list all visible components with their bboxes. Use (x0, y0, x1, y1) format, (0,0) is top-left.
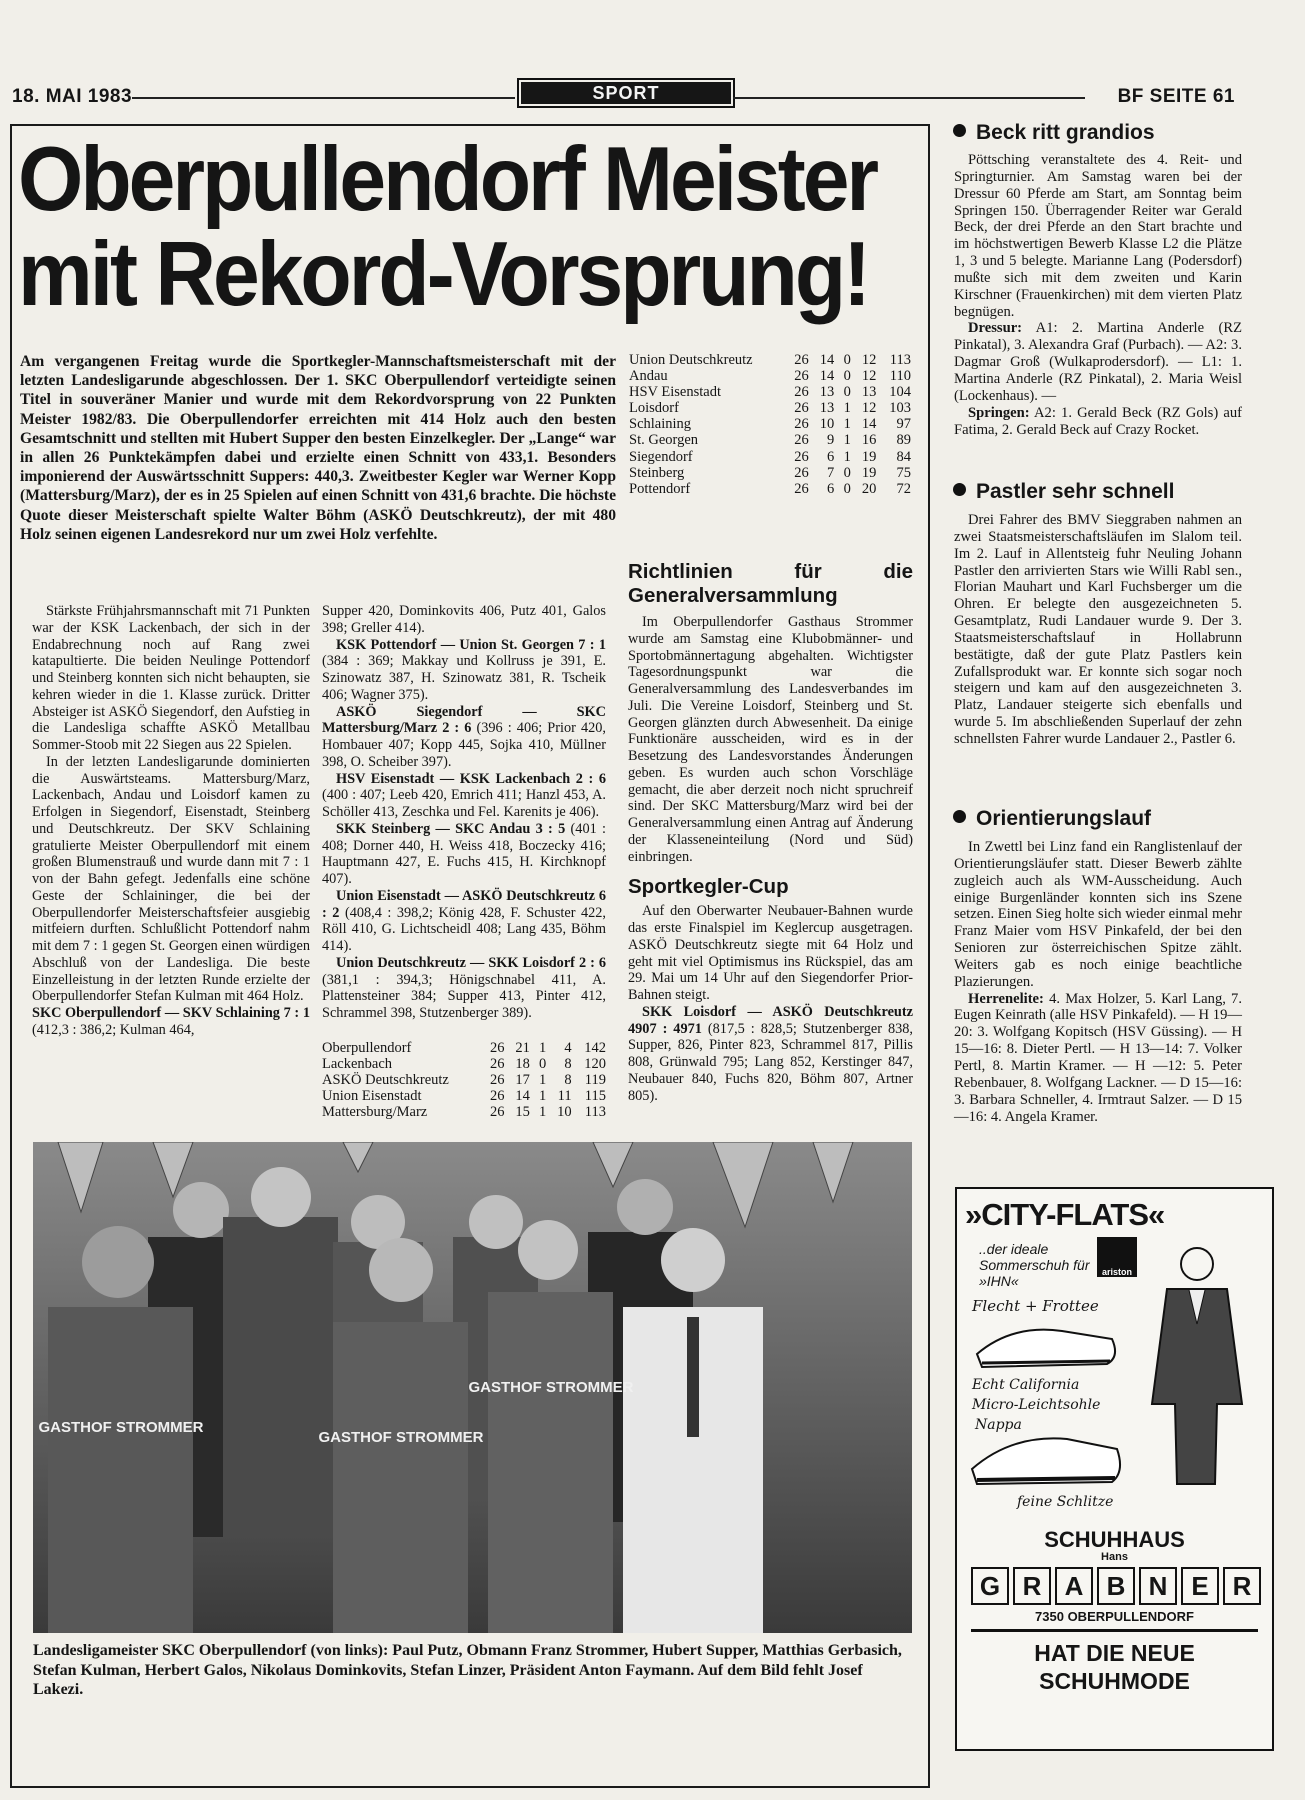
games: 26 (489, 1056, 505, 1073)
subheading-orientierungslauf (953, 807, 1151, 831)
table-row (629, 368, 911, 384)
games: 26 (794, 352, 809, 368)
team-name: Mattersburg/Marz (322, 1104, 428, 1121)
draws: 1 (538, 1104, 547, 1121)
games: 26 (489, 1104, 505, 1121)
draws: 0 (843, 384, 851, 401)
wins: 14 (515, 1088, 530, 1105)
logo-letter: E (1181, 1567, 1219, 1605)
table-row (629, 416, 911, 432)
beck-results-1 (954, 320, 1242, 404)
wins: 6 (827, 480, 835, 497)
table-row (322, 1040, 606, 1056)
brand-logo: ariston (1097, 1237, 1137, 1277)
table-row (629, 400, 911, 416)
article-column-2 (322, 603, 606, 1022)
results-label: Springen: (968, 404, 1030, 421)
shop-owner: Hans (1101, 1551, 1128, 1563)
points: 119 (584, 1072, 606, 1089)
table-row (322, 1056, 606, 1072)
subheading-pastler-text: Pastler sehr schnell (976, 480, 1175, 503)
match-details: (381,1 : 394,3; Hönigschnabel 411, A. Plattensteiner 384; Supper 413, Pinter 412, Schrammel 398, Stutzenberger 389). (322, 971, 606, 1021)
losses: 11 (557, 1088, 572, 1105)
points: 97 (896, 416, 911, 433)
beck-results-2 (954, 405, 1242, 439)
games: 26 (794, 368, 809, 385)
results-text: 4. Max Holzer, 5. Karl Lang, 7. Eugen Keinrath (alle HSV Pinkafeld). — H 19—20: 3. Wolfgang Kopitsch (HSV Güssing). — H 15—16: 8. Dieter Pertl. — H 13—14: 7. Volker Pertl, 8. Martin Kramer. — H —12: 5. Peter Rebenbauer, 8. Wolfgang Lackner. — D 15—16: 3. Barbara Schneller, 4. Irmtraut Salzer. — D 15—16: 4. Angela Kramer. (954, 990, 1242, 1125)
section-label: SPORT (517, 78, 735, 108)
games: 26 (794, 432, 809, 449)
pastler-text: Drei Fahrer des BMV Sieggraben nahmen an zwei Staatsmeisterschaftsläufen im Slalom teil. Im 2. Lauf in Allentsteig fuhr Neuling Johann Pastler den arrivierten Stars wie Willi Rabl sen., Florian Mauhart und Karl Fuchsberger um die Ohren. Er belegte den ausgezeichneten 5. Gesamtplatz, Rudi Landauer wurde 9. Der 3. Staatsmeisterschaftslauf in Hollabrunn bestätigte, daß der gute Platz Pastlers kein Zufallsprodukt war. Er konnte sich sogar noch steigern und kam auf den ausgezeichneten 3. Platz, Landauer steigerte sich ebenfalls und wurde 5. Im abschließenden Superlauf der zehn schnellsten Fahrer wurde Landauer 2., Pastler 6. (954, 512, 1242, 747)
table-row (322, 1072, 606, 1088)
results-text: A1: 2. Martina Anderle (RZ Pinkatal), 3. Alexandra Graf (Purbach). — A2: 3. Dagmar Groß (Wulkaprodersdorf). — L1: 1. Martina Anderle (RZ Pinkatal), 2. Maria Weisl (Lockenhaus). — (954, 320, 1243, 404)
wins: 14 (819, 352, 835, 368)
wins: 14 (819, 368, 835, 385)
losses: 19 (861, 448, 877, 465)
match-heading: SKK Loisdorf — ASKÖ Deutschkreutz 4907 : 4971 (628, 1003, 913, 1037)
points: 84 (896, 448, 911, 465)
richtlinien-text: Im Oberpullendorfer Gasthaus Strommer wurde am Samstag eine Klubobmänner- und Sportobmännertagung abgehalten. Wichtigster Tagesordnungspunkt war die Generalversammlung des Landesverbandes im Juli. Die Vereine Loisdorf, Steinberg und St. Georgen glänzten durch Abwesenheit. Da einige Funktionäre ausscheiden, wird es in der Besetzung des Landesvorstandes Änderungen geben. Es wurden auch schon Vorschläge gemacht, die aber derzeit noch nicht spruchreif sind. Der SKC Mattersburg/Marz wird bei der Generalversammlung einen Antrag auf Änderung der Klasseneinteilung (Nord und Süd) einbringen. (628, 614, 913, 865)
results-text: A2: 1. Gerald Beck (RZ Gols) auf Fatima, 2. Gerald Beck auf Crazy Rocket. (954, 404, 1243, 438)
match-details-continued: Supper 420, Dominkovits 406, Putz 401, Galos 398; Greller 414). (322, 603, 606, 636)
shop-address: 7350 OBERPULLENDORF (1035, 1609, 1194, 1624)
page-number: BF SEITE 61 (1117, 86, 1235, 107)
losses: 8 (564, 1072, 572, 1089)
points: 142 (584, 1040, 606, 1056)
points: 72 (896, 480, 911, 497)
match-result (322, 704, 606, 771)
table-row (629, 465, 911, 481)
wins: 18 (515, 1056, 530, 1073)
jersey-lettering: GASTHOF STROMMER (38, 1419, 204, 1436)
logo-letter: A (1055, 1567, 1093, 1605)
points: 120 (584, 1056, 606, 1073)
issue-date: 18. MAI 1983 (12, 86, 133, 107)
team-name: St. Georgen (629, 432, 699, 449)
shoe-advertisement (955, 1187, 1274, 1751)
logo-letter: G (971, 1567, 1009, 1605)
games: 26 (489, 1072, 505, 1089)
games: 26 (489, 1088, 505, 1105)
wins: 13 (819, 400, 835, 417)
match-result (322, 888, 606, 955)
wins: 21 (515, 1040, 530, 1056)
match-result (322, 771, 606, 821)
col1-paragraph-2: In der letzten Landesligarunde dominierten die Auswärtsteams. Mattersburg/Marz, Lackenbach, Andau und Loisdorf kamen zu Erfolgen in Siegendorf, Eisenstadt, Steinberg und Deutschkreutz. Der SKV Schlaining gratulierte Meister Oberpullendorf mit einem großen Blumenstrauß und wurde dann mit 7 : 1 von der Bahn gefegt. Jedenfalls eine schöne Geste der Schlaininger, die bei der Oberpullendorfer Meisterschaftsfeier ausgiebig mitfeiern durften. Schlußlicht Pottendorf nahm mit dem 7 : 1 gegen St. Georgen einen würdigen Abschluß von der Landesliga. Die beste Einzelleistung in der letzten Runde erzielte der Oberpullendorfer Stefan Kulman mit 464 Holz. (32, 753, 310, 1005)
table-row (629, 481, 911, 497)
table-row (629, 432, 911, 448)
jersey-lettering: GASTHOF STROMMER (318, 1429, 484, 1446)
subheading-pastler (953, 480, 1174, 504)
ad-tagline: ..der ideale Sommerschuh für »IHN« (979, 1241, 1090, 1289)
draws: 0 (843, 464, 851, 481)
table-row (629, 352, 911, 368)
wins: 15 (515, 1104, 530, 1121)
match-heading: SKK Steinberg — SKC Andau 3 : 5 (336, 820, 566, 837)
team-name: HSV Eisenstadt (629, 384, 721, 401)
ad-slogan (957, 1639, 1272, 1695)
headline-line-1: Oberpullendorf Meister (18, 127, 877, 230)
losses: 12 (861, 368, 877, 385)
match-heading: Union Deutschkreutz — SKK Loisdorf 2 : 6 (336, 954, 606, 971)
team-name: Loisdorf (629, 400, 679, 417)
table-row (629, 449, 911, 465)
orientierungslauf-results (954, 991, 1242, 1126)
points: 89 (896, 432, 911, 449)
pastler-article (954, 512, 1242, 748)
bullet-icon (953, 124, 966, 137)
draws: 0 (843, 480, 851, 497)
logo-letter: N (1139, 1567, 1177, 1605)
match-result (628, 1004, 913, 1105)
wins: 17 (515, 1072, 530, 1089)
points: 113 (584, 1104, 606, 1121)
points: 115 (584, 1088, 606, 1105)
article-column-1 (32, 603, 310, 1039)
wins: 13 (819, 384, 835, 401)
draws: 0 (538, 1056, 547, 1073)
photo-caption: Landesligameister SKC Oberpullendorf (von links): Paul Putz, Obmann Franz Strommer, Hubert Supper, Matthias Gerbasich, Stefan Kulman, Herbert Galos, Nikolaus Dominkovits, Stefan Linzer, Präsident Anton Faymann. Auf dem Bild fehlt Josef Lakezi. (33, 1642, 902, 1698)
ad-title: »CITY-FLATS« (965, 1197, 1165, 1232)
table-row (322, 1088, 606, 1104)
draws: 0 (843, 368, 851, 385)
games: 26 (794, 448, 809, 465)
ad-script-1: Flecht + Frottee (972, 1297, 1099, 1315)
team-name: Siegendorf (629, 448, 693, 465)
match-heading: SKC Oberpullendorf — SKV Schlaining 7 : 1 (32, 1005, 310, 1021)
losses: 10 (557, 1104, 572, 1121)
games: 26 (794, 416, 809, 433)
col1-paragraph-1: Stärkste Frühjahrsmannschaft mit 71 Punkten war der KSK Lackenbach, der sich in der Endabrechnung noch auf Rang zwei katapultierte. Die beiden Neulinge Pottendorf und Steinberg konnten sich nicht behaupten, sie kehren wieder in die 1. Klasse zurück. Dritter Absteiger ist ASKÖ Siegendorf, den Aufstieg in die Landesliga schaffte ASKÖ Metallbau Sommer-Stoob mit 22 Siegen aus 22 Spielen. (32, 603, 310, 753)
losses: 8 (564, 1056, 572, 1073)
subheading-cup: Sportkegler-Cup (628, 875, 789, 899)
subheading-richtlinien: Richtlinien für die Generalversammlung (628, 560, 913, 607)
standings-table-bottom (629, 352, 911, 497)
ad-divider (971, 1629, 1258, 1632)
match-heading: Union Eisenstadt — ASKÖ Deutschkreutz 6 : 2 (322, 887, 606, 921)
match-heading: KSK Pottendorf — Union St. Georgen 7 : 1 (336, 636, 606, 653)
draws: 1 (538, 1040, 547, 1056)
ad-slogan-line-1: HAT DIE NEUE (1034, 1640, 1195, 1666)
games: 26 (489, 1040, 505, 1056)
team-name: Andau (629, 368, 668, 385)
wins: 9 (827, 432, 835, 449)
subheading-beck (953, 121, 1155, 145)
team-photo-drawing (33, 1142, 912, 1633)
losses: 16 (861, 432, 877, 449)
match-details: (401 : 408; Dorner 440, H. Weiss 418, Boczecky 416; Hauptmann 427, E. Fuchs 415, H. Kirchknopf 407). (322, 820, 606, 887)
match-heading: ASKÖ Siegendorf — SKC Mattersburg/Marz 2 : 6 (322, 703, 606, 737)
team-name: ASKÖ Deutschkreutz (322, 1072, 449, 1089)
draws: 1 (843, 432, 851, 449)
draws: 1 (843, 400, 851, 417)
results-label: Dressur: (968, 320, 1023, 337)
team-name: Oberpullendorf (322, 1040, 412, 1056)
bullet-icon (953, 810, 966, 823)
match-details: (408,4 : 398,2; König 428, F. Schuster 422, Röll 410, G. Lichtscheidl 408; Lang 435, Böhm 414). (322, 904, 606, 954)
ad-script-4: Nappa (975, 1417, 1022, 1433)
logo-letter: R (1013, 1567, 1051, 1605)
match-heading: HSV Eisenstadt — KSK Lackenbach 2 : 6 (336, 770, 606, 787)
match-details: (400 : 407; Leeb 420, Emrich 411; Hanzl 453, A. Schöller 413, Zeschka und Fel. Karenits je 406). (322, 787, 606, 820)
match-details: (384 : 369; Makkay und Kollruss je 391, E. Szinowatz 387, H. Szinowatz 381, R. Tscheik 406; Wagner 375). (322, 653, 606, 703)
shop-name: SCHUHHAUS (1044, 1527, 1185, 1552)
match-details: (817,5 : 828,5; Stutzenberger 838, Supper, 826, Pinter 823, Schrammel 817, Pillis 808, Grünwald 795; Lang 852, Kerstinger 847, Neubauer 840, Fuchs 820, Böhm 807, Artner 805). (628, 1020, 913, 1104)
match-result (322, 637, 606, 704)
losses: 19 (861, 464, 877, 481)
subheading-beck-text: Beck ritt grandios (976, 121, 1155, 144)
team-name: Union Eisenstadt (322, 1088, 422, 1105)
points: 113 (889, 352, 911, 368)
header-rule-left (132, 97, 515, 99)
points: 104 (889, 384, 911, 401)
beck-article (954, 152, 1242, 438)
results-label: Herrenelite: (968, 990, 1044, 1007)
losses: 13 (861, 384, 877, 401)
games: 26 (794, 400, 809, 417)
jersey-lettering: GASTHOF STROMMER (468, 1379, 634, 1396)
draws: 1 (538, 1088, 547, 1105)
shoe-icon (972, 1319, 1122, 1374)
losses: 12 (861, 352, 877, 368)
shop-logo-letters (971, 1567, 1261, 1605)
ad-script-3: Micro-Leichtsohle (972, 1397, 1101, 1413)
match-result (322, 821, 606, 888)
games: 26 (794, 480, 809, 497)
shoe-icon (967, 1424, 1127, 1494)
points: 75 (896, 464, 911, 481)
points: 103 (889, 400, 911, 417)
draws: 1 (843, 416, 851, 433)
ad-slogan-line-2: SCHUHMODE (1039, 1668, 1190, 1694)
match-result (32, 1005, 310, 1039)
match-details: (412,3 : 386,2; Kulman 464, (32, 1021, 195, 1038)
losses: 12 (861, 400, 877, 417)
team-photo (33, 1142, 912, 1633)
losses: 4 (564, 1040, 572, 1056)
headline-line-2: mit Rekord-Vorsprung! (18, 222, 869, 325)
games: 26 (794, 384, 809, 401)
orientierungslauf-text: In Zwettl bei Linz fand ein Ranglistenlauf der Orientierungsläufer statt. Dieser Bewerb zählte zugleich auch als WM-Ausscheidung. Auch einige Burgenländer konnten sich ins Szene setzen. Einen Sieg holte sich wieder einmal mehr Franz Maier vom HSV Pinkafeld, der bei den Senioren zur österreichischen Spitze zählt. Weiters gab es noch einige beachtliche Plazierungen. (954, 839, 1242, 990)
logo-letter: B (1097, 1567, 1135, 1605)
points: 110 (889, 368, 911, 385)
bullet-icon (953, 483, 966, 496)
ad-script-2: Echt California (972, 1377, 1080, 1393)
table-row (629, 384, 911, 400)
wins: 10 (819, 416, 835, 433)
draws: 0 (843, 352, 851, 368)
team-name: Lackenbach (322, 1056, 393, 1073)
lead-paragraph: Am vergangenen Freitag wurde die Sportkegler-Mannschaftsmeisterschaft mit der letzten Landesligarunde abgeschlossen. Der 1. SKC Oberpullendorf verteidigte seinen Titel in souveräner Manier und wurde mit dem Rekordvorsprung von 22 Punkten Meister 1982/83. Die Oberpullendorfer erreichten mit 414 Holz auch den besten Gesamtschnitt und stellten mit Hubert Supper den besten Einzelkegler. Der „Lange“ war in allen 26 Punktekämpfen dabei und erzielte einen Schnitt von 433,1. Besonders imponierend der Auswärtsschnitt Suppers: 440,3. Zweitbester Kegler war Werner Kopp (Mattersburg/Marz), der es in 25 Spielen auf einen Schnitt von 431,6 brachte. Die höchste Quote dieser Meisterschaft spielte Walter Böhm (ASKÖ Deutschkreutz), der mit 480 Holz seinen eigenen Landesrekord nur um zwei Holz verfehlte. (20, 353, 616, 543)
losses: 20 (861, 480, 877, 497)
header-rule-right (733, 97, 1085, 99)
wins: 7 (827, 464, 835, 481)
draws: 1 (538, 1072, 547, 1089)
article-column-3 (628, 560, 913, 1104)
headline (18, 127, 918, 325)
ad-script-5: feine Schlitze (1017, 1494, 1114, 1510)
beck-text: Pöttsching veranstaltete des 4. Reit- und Springturnier. Am Samstag waren bei der Dressur 60 Pferde am Start, am Sonntag beim Springen 150. Überragender Reiter war Gerald Beck, der drei Pferde an den Start brachte und im höchstwertigen Bewerb Klasse L2 die Plätze 1, 3 und 5 belegte. Marianne Lang (Podersdorf) mußte sich mit dem zweiten und Karin Kirschner (Frauenkirchen) mit dem vierten Platz begnügen. (954, 152, 1242, 320)
wins: 6 (827, 448, 835, 465)
team-name: Steinberg (629, 464, 685, 481)
standings-table-top (322, 1040, 606, 1120)
team-name: Schlaining (629, 416, 692, 433)
match-details: (396 : 406; Prior 420, Hombauer 407; Kopp 445, Sojka 410, Müllner 398, O. Scheiber 397). (322, 720, 606, 770)
losses: 14 (861, 416, 877, 433)
cup-text: Auf den Oberwarter Neubauer-Bahnen wurde das erste Finalspiel im Keglercup ausgetragen. ASKÖ Deutschkreutz siegte mit 64 Holz und geht mit viel Optimismus ins Rückspiel, das am 29. Mai um 14 Uhr auf den Siegendorfer Prior-Bahnen steigt. (628, 903, 913, 1003)
table-row (322, 1104, 606, 1120)
games: 26 (794, 464, 809, 481)
orientierungslauf-article (954, 839, 1242, 1125)
subheading-orientierungslauf-text: Orientierungslauf (976, 807, 1152, 830)
draws: 1 (843, 448, 851, 465)
team-name: Pottendorf (629, 480, 691, 497)
match-result (322, 955, 606, 1022)
team-name: Union Deutschkreutz (629, 352, 753, 368)
logo-letter: R (1223, 1567, 1261, 1605)
